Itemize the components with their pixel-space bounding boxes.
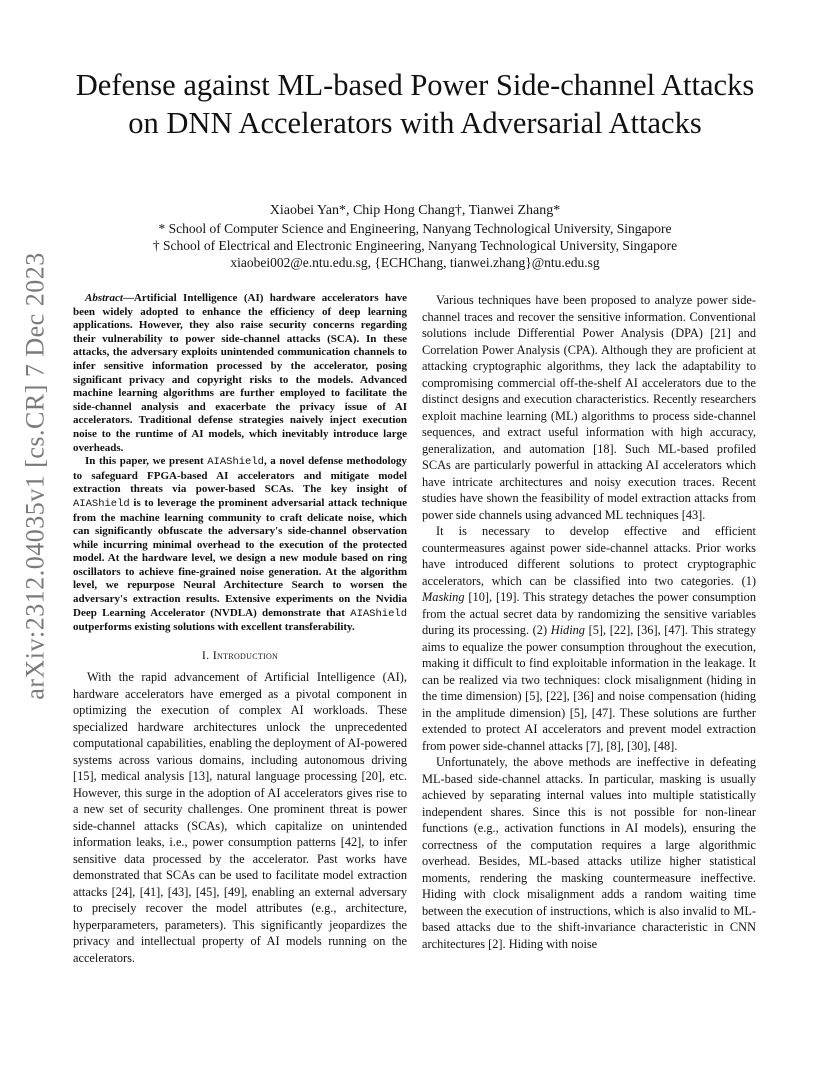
paper-title: Defense against ML-based Power Side-channel Attacks on DNN Accelerators with Adversarial Attacks <box>75 68 755 140</box>
term-hiding: Hiding <box>550 623 585 637</box>
tool-name: AIAShield <box>207 456 264 469</box>
abstract <box>73 292 407 635</box>
author-list: Xiaobei Yan*, Chip Hong Chang†, Tianwei Zhang* <box>269 203 561 218</box>
left-column <box>73 292 407 966</box>
arxiv-identifier-text: arXiv:2312.04035v1 [cs.CR] 7 Dec 2023 <box>21 252 50 700</box>
tool-name: AIAShield <box>350 607 407 620</box>
body-paragraph-2: It is necessary to develop effective and efficient countermeasures against power side-channel attacks. Prior works have introduced different solutions to protect cryptographic accelerators, which can be classified into two categories. (1) Masking [10], [19]. This strategy detaches the power consumption from the actual secret data by randomizing the sensitive variables during its processing. (2) Hiding [5], [22], [36], [47]. This strategy aims to equalize the power consumption throughout the execution, making it difficult to find exploitable information in the leakage. It can be realized via two techniques: clock misalignment (hiding in the time dimension) [5], [22], [36] and noise compensation (hiding in the amplitude dimension) [5], [47]. These solutions are further extended to protect AI accelerators and prevent model extraction from power side-channel attacks [7], [8], [30], [48]. <box>422 524 756 753</box>
body-paragraph-1: Various techniques have been proposed to analyze power side-channel traces and recover the sensitive information. Conventional solutions include Differential Power Analysis (DPA) [21] and Correlation Power Analysis (CPA). Although they are proficient at attacking cryptographic algorithms, they lack the adaptability to compromising commercial off-the-shelf AI accelerators due to the distinct designs and execution characteristics. Recently researchers exploit machine learning (ML) algorithms to process side-channel sequences, and extract useful information with high accuracy, generalization, and automation [18]. Such ML-based profiled SCAs are particularly powerful in attacking AI accelerators which have intricate architectures and noisy execution traces. Recent studies have shown the feasibility of model extraction attacks from power side channels using advanced ML techniques [43]. <box>422 293 756 522</box>
section-heading-introduction: I. Introduction <box>201 647 279 662</box>
intro-paragraph-1: With the rapid advancement of Artificial Intelligence (AI), hardware accelerators have emerged as a pivotal component in optimizing the execution of complex AI workloads. These specialized hardware architectures unlock the unprecedented computational capabilities, enabling the deployment of AI-powered systems across various domains, including autonomous driving [15], medical analysis [13], natural language processing [20], etc. However, this surge in the adoption of AI accelerators gives rise to a new set of security challenges. One prominent threat is power side-channel attacks (SCAs), which capitalize on unintended information leaks, i.e., power consumption patterns [42], to infer sensitive data processed by the accelerator. Past works have demonstrated that SCAs can be used to facilitate model extraction attacks [24], [41], [43], [45], [49], enabling an external adversary to precisely recover the model attributes (e.g., architecture, hyperparameters, parameters). This significantly jeopardizes the privacy and intellectual property of AI models running on the accelerators. <box>73 670 407 965</box>
right-column <box>422 292 756 952</box>
term-masking: Masking <box>422 590 465 604</box>
author-block <box>60 202 770 271</box>
tool-name: AIAShield <box>73 497 130 510</box>
arxiv-identifier-stamp <box>17 252 55 700</box>
affiliation-eee: † School of Electrical and Electronic Engineering, Nanyang Technological University, Singapore <box>152 238 678 253</box>
body-paragraph-3: Unfortunately, the above methods are ineffective in defeating ML-based side-channel attacks. In particular, masking is usually achieved by separating internal values into multiple statistically independent shares. Since this is not possible for non-linear functions (e.g., activation functions in AI models), ensuring the correctness of the computation requires a large algorithmic overhead. Besides, ML-based attacks utilize higher statistical moments, rendering the masking countermeasure ineffective. Hiding with clock misalignment adds a random waiting time between the execution of instructions, which is also invalid to ML-based attacks due to the shift-invariance characteristic in CNN architectures [2]. Hiding with noise <box>422 755 756 951</box>
abstract-paragraph-1: Abstract—Artificial Intelligence (AI) hardware accelerators have been widely adopted to enhance the efficiency of deep learning applications. However, they also raise security concerns regarding their vulnerability to power side-channel attacks (SCA). In these attacks, the adversary exploits unintended communication channels to infer sensitive information processed by the accelerator, posing significant privacy and copyright risks to the models. Advanced machine learning algorithms are further employed to facilitate the side-channel analysis and exacerbate the privacy issue of AI accelerators. Traditional defense strategies naively inject execution noise to the runtime of AI models, which inevitably introduce large overheads. <box>73 292 407 454</box>
affiliation-cse: * School of Computer Science and Engineering, Nanyang Technological University, Singapore <box>158 221 672 236</box>
abstract-label: Abstract <box>85 292 123 304</box>
abstract-paragraph-2: In this paper, we present AIAShield, a novel defense methodology to safeguard FPGA-based AI accelerators and mitigate model extraction threats via power-based SCAs. The key insight of AIAShield is to leverage the prominent adversarial attack technique from the machine learning community to craft delicate noise, which can significantly obfuscate the adversary's side-channel observation while incurring minimal overhead to the execution of the protected model. At the hardware level, we design a new module based on ring oscillators to achieve fine-grained noise generation. At the algorithm level, we repurpose Neural Architecture Search to worsen the adversary's extraction results. Extensive experiments on the Nvidia Deep Learning Accelerator (NVDLA) demonstrate that AIAShield outperforms existing solutions with excellent transferability. <box>73 455 407 634</box>
author-emails: xiaobei002@e.ntu.edu.sg, {ECHChang, tianwei.zhang}@ntu.edu.sg <box>230 255 600 270</box>
